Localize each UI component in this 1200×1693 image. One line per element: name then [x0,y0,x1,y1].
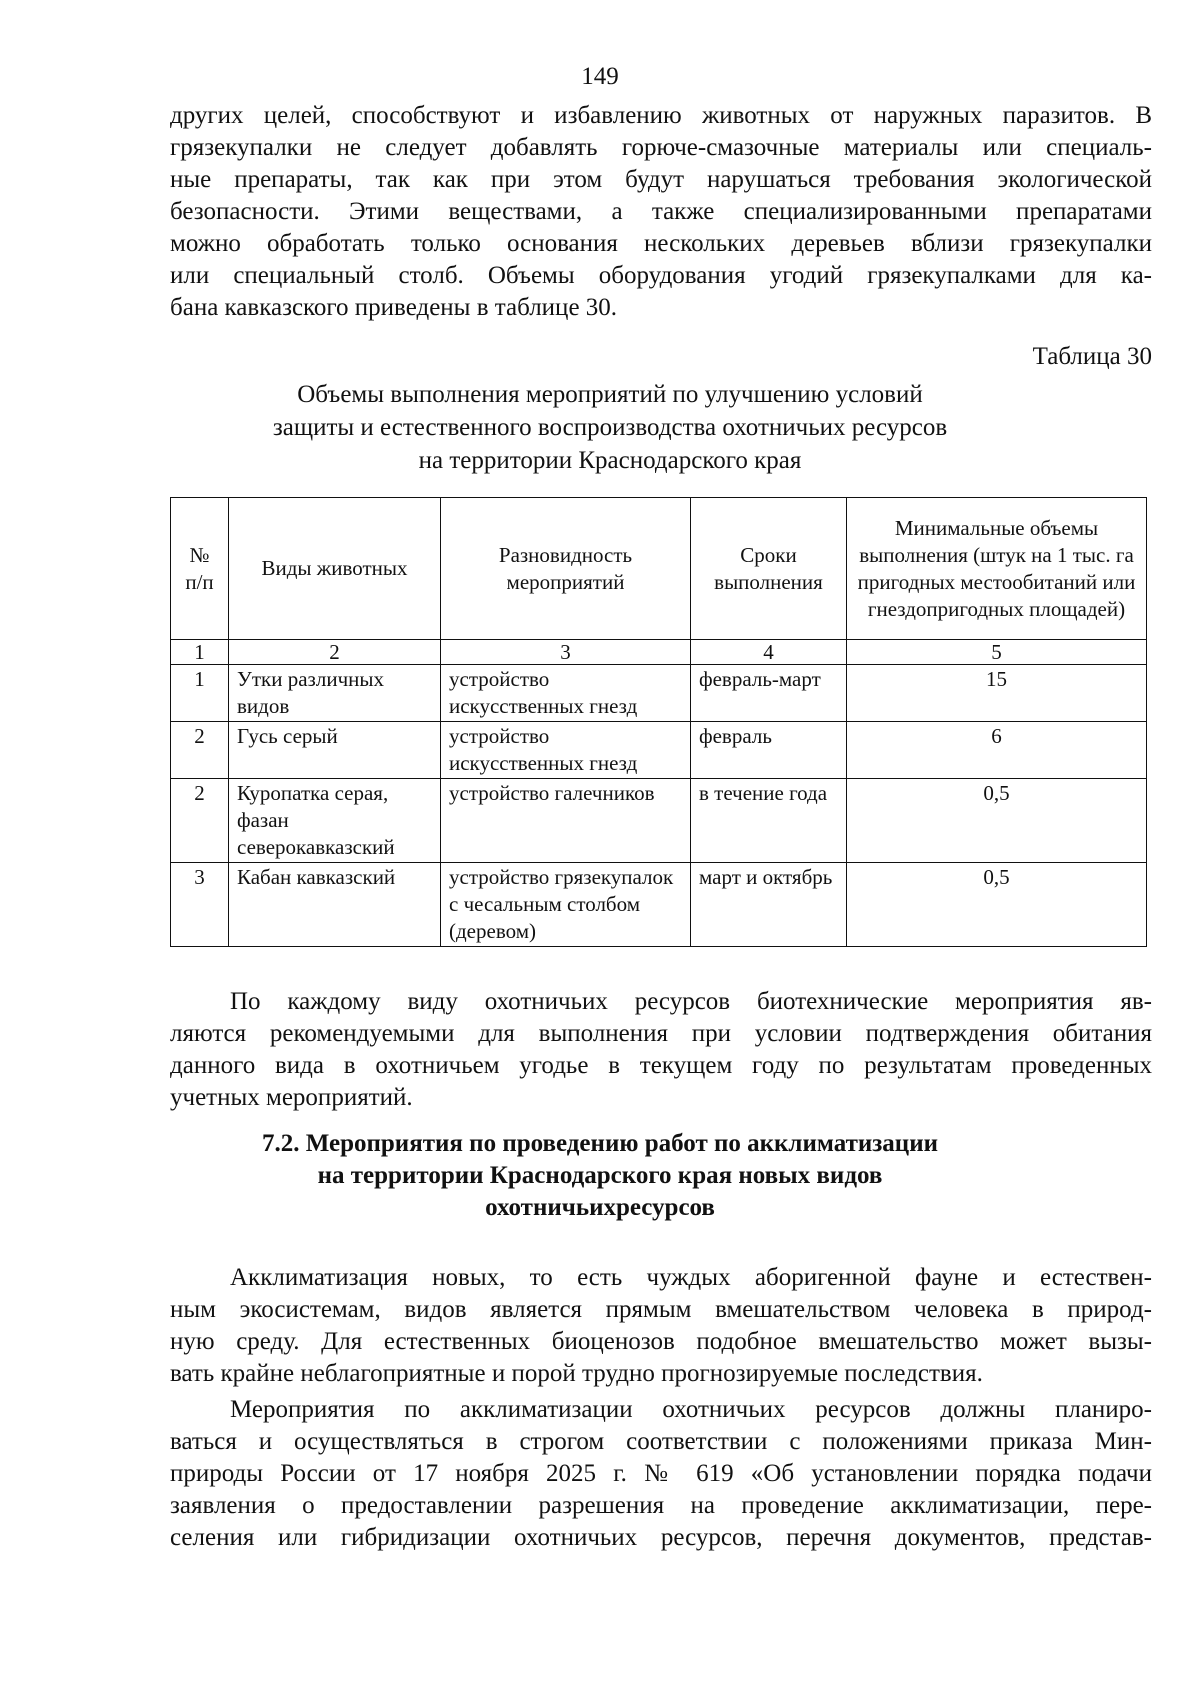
table-row [171,863,1147,947]
table-title-line: защиты и естественного воспроизводства охотничьих ресурсов [272,414,948,441]
after-table-paragraph [170,986,1152,1114]
row-timing: февраль-март [691,665,847,722]
row-num: 2 [171,779,229,863]
table-header-row [171,498,1147,640]
text-line: бана кавказского приведены в таблице 30. [170,294,618,321]
header-animal: Виды животных [229,498,441,640]
row-num: 3 [171,863,229,947]
text-line: селения или гибридизации охотничьих ресурсов, перечня документов, представ- [170,1524,1152,1551]
section-heading-line: на территории Краснодарского края новых видов [317,1162,883,1189]
text-line: можно обработать только основания нескольких деревьев вблизи грязекупалки [170,230,1152,257]
text-line: По каждому виду охотничьих ресурсов биотехнические мероприятия яв- [230,988,1152,1015]
text-line: ляются рекомендуемыми для выполнения при условии подтверждения обитания [170,1020,1152,1047]
table-row [171,722,1147,779]
column-number: 3 [441,640,691,665]
header-volume: Минимальные объемы выполнения (штук на 1 тыс. га пригодных местообитаний или гнездопригодных площадей) [847,498,1147,640]
row-num: 2 [171,722,229,779]
table-row [171,665,1147,722]
text-line: ным экосистемам, видов является прямым вмешательством человека в природ- [170,1296,1152,1323]
row-volume: 15 [847,665,1147,722]
text-line: ваться и осуществляться в строгом соответствии с положениями приказа Мин- [170,1428,1152,1455]
header-num: № п/п [171,498,229,640]
row-volume: 6 [847,722,1147,779]
section-heading [0,1128,1200,1224]
column-number: 4 [691,640,847,665]
intro-paragraph [170,100,1152,324]
text-line: ную среду. Для естественных биоценозов подобное вмешательство может вызы- [170,1328,1152,1355]
row-timing: в течение года [691,779,847,863]
text-line: вать крайне неблагоприятные и порой трудно прогнозируемые последствия. [170,1360,983,1387]
row-volume: 0,5 [847,779,1147,863]
table-title-line: Объемы выполнения мероприятий по улучшению условий [297,381,923,408]
text-line: заявления о предоставлении разрешения на проведение акклиматизации, пере- [170,1492,1152,1519]
acclimatization-paragraph [170,1262,1152,1390]
text-line: Акклиматизация новых, то есть чуждых аборигенной фауне и естествен- [230,1264,1152,1291]
header-timing: Сроки выполнения [691,498,847,640]
row-animal: Утки различных видов [229,665,441,722]
table-title-line: на территории Краснодарского края [418,447,802,474]
order-paragraph [170,1394,1152,1554]
table-label: Таблица 30 [1032,343,1152,370]
page-number: 149 [581,63,619,90]
column-number: 1 [171,640,229,665]
table-title [0,378,1200,477]
row-animal: Кабан кавказский [229,863,441,947]
text-line: данного вида в охотничьем угодье в текущем году по результатам проведенных [170,1052,1152,1079]
row-activity: устройство грязекупалок с чесальным столбом (деревом) [441,863,691,947]
column-number: 5 [847,640,1147,665]
row-animal: Куропатка серая, фазан северокавказский [229,779,441,863]
row-volume: 0,5 [847,863,1147,947]
row-activity: устройство галечников [441,779,691,863]
column-number: 2 [229,640,441,665]
text-line: других целей, способствуют и избавлению животных от наружных паразитов. В [170,102,1152,129]
text-line: безопасности. Этими веществами, а также специализированными препаратами [170,198,1152,225]
text-line: ные препараты, так как при этом будут нарушаться требования экологической [170,166,1152,193]
text-line: или специальный столб. Объемы оборудования угодий грязекупалками для ка- [170,262,1152,289]
table-row [171,779,1147,863]
text-line: учетных мероприятий. [170,1084,413,1111]
section-heading-line: охотничьихресурсов [485,1194,715,1221]
text-line: Мероприятия по акклиматизации охотничьих ресурсов должны планиро- [230,1396,1152,1423]
text-line: природы России от 17 ноября 2025 г. № 619 «Об установлении порядка подачи [170,1460,1152,1487]
row-animal: Гусь серый [229,722,441,779]
measures-table [170,497,1147,947]
row-timing: февраль [691,722,847,779]
column-number-row [171,640,1147,665]
text-line: грязекупалки не следует добавлять горюче-смазочные материалы или специаль- [170,134,1152,161]
row-activity: устройство искусственных гнезд [441,722,691,779]
row-num: 1 [171,665,229,722]
row-timing: март и октябрь [691,863,847,947]
header-activity: Разновидность мероприятий [441,498,691,640]
row-activity: устройство искусственных гнезд [441,665,691,722]
section-heading-line: 7.2. Мероприятия по проведению работ по акклиматизации [261,1130,939,1157]
